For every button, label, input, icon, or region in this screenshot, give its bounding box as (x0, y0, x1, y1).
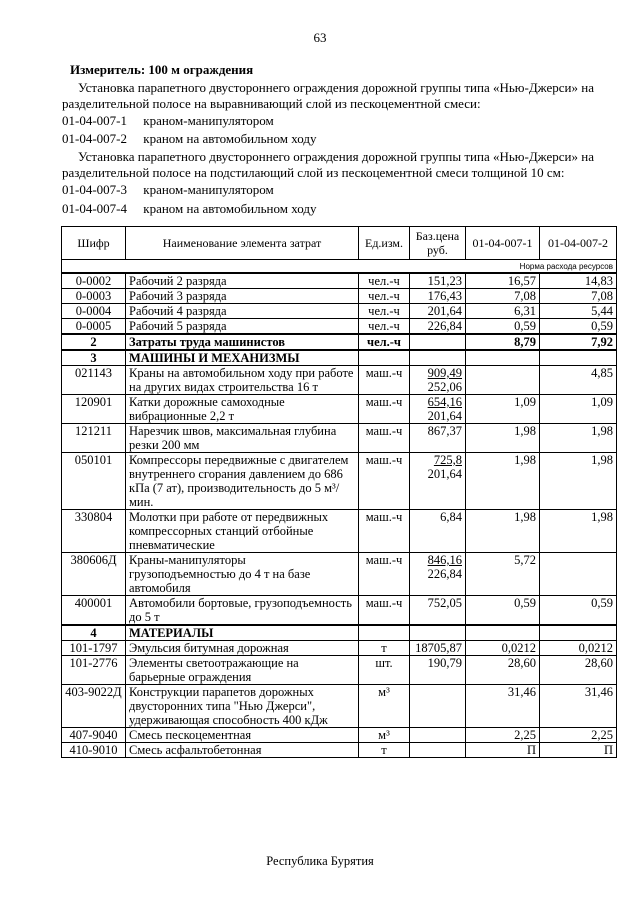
row-code: 3 (62, 350, 126, 366)
row-value-1: 1,98 (466, 424, 540, 453)
variant-text: краном на автомобильном ходу (143, 201, 317, 216)
table-row (62, 453, 617, 510)
row-name: Смесь пескоцементная (126, 728, 359, 743)
header-price: Баз.цена руб. (410, 227, 466, 260)
row-code: 0-0005 (62, 319, 126, 335)
row-unit: маш.-ч (359, 553, 410, 596)
row-price (410, 304, 466, 319)
row-value-2: 0,59 (540, 596, 617, 626)
row-code: 330804 (62, 510, 126, 553)
row-code: 120901 (62, 395, 126, 424)
row-value-2: 1,98 (540, 510, 617, 553)
row-unit: маш.-ч (359, 395, 410, 424)
row-price (410, 334, 466, 350)
row-name: Затраты труда машинистов (126, 334, 359, 350)
row-value-2: 1,98 (540, 453, 617, 510)
table-row (62, 553, 617, 596)
row-value-2: 5,44 (540, 304, 617, 319)
row-value-2: 7,92 (540, 334, 617, 350)
table-row (62, 289, 617, 304)
price-value: 909,49 (427, 366, 462, 380)
row-code: 2 (62, 334, 126, 350)
row-name: Катки дорожные самоходные вибрационные 2,2 т (126, 395, 359, 424)
row-name: Молотки при работе от передвижных компрессорных станций отбойные пневматические (126, 510, 359, 553)
norm-label: Норма расхода ресурсов (62, 260, 617, 274)
variant-text: краном на автомобильном ходу (143, 131, 317, 146)
row-unit: т (359, 743, 410, 758)
price-wage-value: 201,64 (427, 409, 462, 423)
row-price (410, 641, 466, 656)
table-row (62, 625, 617, 641)
row-code: 021143 (62, 366, 126, 395)
price-value: 190,79 (427, 656, 462, 670)
price-value: 725,8 (433, 453, 462, 467)
row-unit: маш.-ч (359, 366, 410, 395)
price-value: 654,16 (427, 395, 462, 409)
row-price (410, 656, 466, 685)
variant-line-4 (62, 201, 317, 217)
table-row (62, 596, 617, 626)
row-value-1: 1,98 (466, 510, 540, 553)
row-code: 400001 (62, 596, 126, 626)
row-value-2 (540, 625, 617, 641)
price-value: 846,16 (427, 553, 462, 567)
row-value-1: 6,31 (466, 304, 540, 319)
row-name: Компрессоры передвижные с двигателем внутреннего сгорания давлением до 686 кПа (7 ат), производительность до 5 м³/мин. (126, 453, 359, 510)
row-value-1: 8,79 (466, 334, 540, 350)
price-value: 18705,87 (415, 641, 462, 655)
row-code: 380606Д (62, 553, 126, 596)
row-name: Конструкции парапетов дорожных двусторонних типа "Нью Джерси", удерживающая способность 400 кДж (126, 685, 359, 728)
description-paragraph-1: Установка парапетного двустороннего ограждения дорожной группы типа «Нью-Джерси» на разделительной полосе на выравнивающий слой из пескоцементной смеси: (62, 80, 594, 111)
row-value-1: 1,98 (466, 453, 540, 510)
price-value: 752,05 (427, 596, 462, 610)
row-price (410, 350, 466, 366)
row-unit: чел.-ч (359, 289, 410, 304)
table-row (62, 656, 617, 685)
row-name: Эмульсия битумная дорожная (126, 641, 359, 656)
price-wage-value: 252,06 (427, 380, 462, 394)
row-value-2: 4,85 (540, 366, 617, 395)
row-value-2: 1,98 (540, 424, 617, 453)
row-price (410, 319, 466, 335)
table-row (62, 743, 617, 758)
row-name: Рабочий 2 разряда (126, 273, 359, 289)
row-value-1: 31,46 (466, 685, 540, 728)
row-value-2: П (540, 743, 617, 758)
row-unit: чел.-ч (359, 273, 410, 289)
row-value-1: 0,59 (466, 596, 540, 626)
row-value-2: 7,08 (540, 289, 617, 304)
row-value-1 (466, 366, 540, 395)
row-value-1: 16,57 (466, 273, 540, 289)
row-value-2: 28,60 (540, 656, 617, 685)
row-price (410, 424, 466, 453)
row-name: Смесь асфальтобетонная (126, 743, 359, 758)
row-name: Рабочий 5 разряда (126, 319, 359, 335)
row-unit: маш.-ч (359, 596, 410, 626)
row-value-2: 14,83 (540, 273, 617, 289)
variant-text: краном-манипулятором (143, 182, 274, 197)
header-code: Шифр (62, 227, 126, 260)
table-row (62, 728, 617, 743)
row-value-2: 0,59 (540, 319, 617, 335)
row-unit: маш.-ч (359, 424, 410, 453)
footer-region: Республика Бурятия (266, 854, 374, 868)
row-unit (359, 350, 410, 366)
row-value-2: 1,09 (540, 395, 617, 424)
variant-code: 01-04-007-1 (62, 113, 127, 128)
table-row (62, 319, 617, 335)
variant-text: краном-манипулятором (143, 113, 274, 128)
row-code: 0-0004 (62, 304, 126, 319)
row-value-1: 28,60 (466, 656, 540, 685)
row-unit: чел.-ч (359, 304, 410, 319)
table-row (62, 641, 617, 656)
row-value-1: 0,59 (466, 319, 540, 335)
row-unit: шт. (359, 656, 410, 685)
row-price (410, 453, 466, 510)
variant-code: 01-04-007-2 (62, 131, 127, 146)
table-row (62, 366, 617, 395)
variant-code: 01-04-007-3 (62, 182, 127, 197)
row-price (410, 685, 466, 728)
row-unit: т (359, 641, 410, 656)
description-paragraph-2: Установка парапетного двустороннего ограждения дорожной группы типа «Нью-Джерси» на разделительной полосе на подстилающий слой из пескоцементной смеси толщиной 10 см: (62, 149, 594, 180)
variant-line-2 (62, 131, 317, 147)
row-value-2: 0,0212 (540, 641, 617, 656)
row-value-1: П (466, 743, 540, 758)
row-code: 101-2776 (62, 656, 126, 685)
table-row (62, 273, 617, 289)
table-body (62, 273, 617, 758)
row-price (410, 273, 466, 289)
price-value: 151,23 (427, 274, 462, 288)
price-value: 6,84 (440, 510, 462, 524)
row-value-1: 1,09 (466, 395, 540, 424)
row-name: Рабочий 3 разряда (126, 289, 359, 304)
row-code: 410-9010 (62, 743, 126, 758)
row-value-2: 2,25 (540, 728, 617, 743)
row-unit: маш.-ч (359, 453, 410, 510)
table-row (62, 334, 617, 350)
row-unit: чел.-ч (359, 334, 410, 350)
row-code: 0-0003 (62, 289, 126, 304)
row-value-2 (540, 553, 617, 596)
row-price (410, 510, 466, 553)
row-name: Рабочий 4 разряда (126, 304, 359, 319)
row-value-1: 5,72 (466, 553, 540, 596)
row-price (410, 366, 466, 395)
header-col1: 01-04-007-1 (466, 227, 540, 260)
row-code: 0-0002 (62, 273, 126, 289)
row-unit: чел.-ч (359, 319, 410, 335)
row-unit: м³ (359, 685, 410, 728)
row-price (410, 728, 466, 743)
row-name: Нарезчик швов, максимальная глубина резки 200 мм (126, 424, 359, 453)
norm-row (62, 260, 617, 274)
price-value: 226,84 (427, 319, 462, 333)
price-value: 176,43 (427, 289, 462, 303)
row-value-1: 7,08 (466, 289, 540, 304)
header-name: Наименование элемента затрат (126, 227, 359, 260)
row-price (410, 596, 466, 626)
table-header-row (62, 227, 617, 260)
row-unit (359, 625, 410, 641)
row-value-2 (540, 350, 617, 366)
row-value-2: 31,46 (540, 685, 617, 728)
variant-line-3 (62, 182, 274, 198)
row-name: МАТЕРИАЛЫ (126, 625, 359, 641)
row-code: 403-9022Д (62, 685, 126, 728)
row-code: 101-1797 (62, 641, 126, 656)
table-row (62, 350, 617, 366)
row-value-1 (466, 625, 540, 641)
row-code: 121211 (62, 424, 126, 453)
row-name: Автомобили бортовые, грузоподъемность до 5 т (126, 596, 359, 626)
row-code: 4 (62, 625, 126, 641)
variant-line-1 (62, 113, 274, 129)
measure-heading: Измеритель: 100 м ограждения (70, 62, 254, 77)
table-row (62, 395, 617, 424)
price-value: 201,64 (427, 304, 462, 318)
header-unit: Ед.изм. (359, 227, 410, 260)
price-wage-value: 226,84 (427, 567, 462, 581)
row-value-1: 2,25 (466, 728, 540, 743)
row-name: Краны-манипуляторы грузоподъемностью до 4 т на базе автомобиля (126, 553, 359, 596)
table-row (62, 510, 617, 553)
table-row (62, 424, 617, 453)
row-code: 050101 (62, 453, 126, 510)
row-value-1 (466, 350, 540, 366)
row-price (410, 625, 466, 641)
row-name: Краны на автомобильном ходу при работе на других видах строительства 16 т (126, 366, 359, 395)
table-row (62, 685, 617, 728)
row-value-1: 0,0212 (466, 641, 540, 656)
row-price (410, 395, 466, 424)
variant-code: 01-04-007-4 (62, 201, 127, 216)
row-code: 407-9040 (62, 728, 126, 743)
row-name: МАШИНЫ И МЕХАНИЗМЫ (126, 350, 359, 366)
row-name: Элементы светоотражающие на барьерные ограждения (126, 656, 359, 685)
header-col2: 01-04-007-2 (540, 227, 617, 260)
row-price (410, 553, 466, 596)
row-price (410, 743, 466, 758)
price-value: 867,37 (427, 424, 462, 438)
table-row (62, 304, 617, 319)
row-price (410, 289, 466, 304)
row-unit: маш.-ч (359, 510, 410, 553)
row-unit: м³ (359, 728, 410, 743)
price-wage-value: 201,64 (427, 467, 462, 481)
page-number: 63 (313, 30, 327, 45)
resource-table (61, 226, 617, 758)
